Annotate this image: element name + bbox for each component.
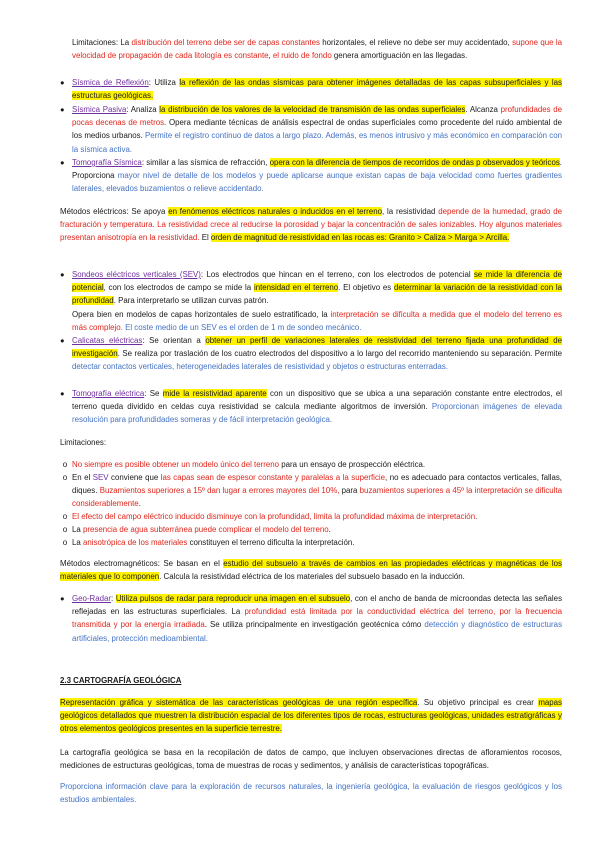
limitation-item: La anisotrópica de los materiales constituyen el terreno dificulta la interpretación.	[72, 538, 355, 547]
circle-bullet-icon: o	[62, 473, 68, 482]
list-item-calicatas: Calicatas eléctricas: Se orientan a obtener un perfil de variaciones laterales de resistividad del terreno fijada una profundidad de investigación. Se realiza por traslación de los cuatro electrodos del dispositivo a lo largo del recorrido manteniendo su separación. Permite detectar contactos verticales, heterogeneidades laterales de resistividad y objetos o estructuras enterradas.	[72, 336, 562, 372]
bullet-icon: ●	[60, 270, 65, 279]
bullet-icon: ●	[60, 594, 65, 603]
limitation-item: En el SEV conviene que las capas sean de espesor constante y paralelas a la superficie, no es adecuado para contactos verticales, fallas, diques. Buzamientos superiores a 15º dan lugar a errores mayores del 10%, para buzamientos superiores a 45º la interpretación se dificulta considerablemente.	[72, 473, 563, 509]
list-item-pasiva: Sísmica Pasiva: Analiza la distribución de los valores de la velocidad de transmisión de las ondas superficiales. Alcanza profundidades de pocas decenas de metros. Opera mediante técnicas de análisis espectral de ondas superficiales como procedente del ruido ambiental de los medios urbanos. Permite el registro continuo de datos a largo plazo. Además, es menos intrusivo y más económico en comparación con la sísmica activa.	[72, 105, 563, 154]
electric-methods-paragraph: Métodos eléctricos: Se apoya en fenómenos eléctricos naturales o inducidos en el terreno, la resistividad depende de la humedad, grado de fracturación y temperatura. La resistividad crece al reducirse la porosidad y bajar la concentración de sales ionizables. Hoy algunos materiales presentan anisotropía en la resistividad. El orden de magnitud de resistividad en las rocas es: Granito > Caliza > Marga > Arcilla.	[60, 207, 562, 243]
bullet-icon: ●	[60, 389, 65, 398]
limitation-item: El efecto del campo eléctrico inducido disminuye con la profundidad, limita la profundidad máxima de interpretación.	[72, 512, 478, 521]
section-heading: 2.3 CARTOGRAFÍA GEOLÓGICA	[60, 676, 182, 685]
limitations-heading: Limitaciones:	[60, 438, 107, 447]
list-item-reflexion: Sísmica de Reflexión: Utiliza la reflexión de las ondas sísmicas para obtener imágenes detalladas de las capas subsuperficiales y las estructuras geológicas.	[72, 78, 562, 101]
list-item-tomografia-electrica: Tomografía eléctrica: Se mide la resistividad aparente con un dispositivo que se ubica a una separación constante entre electrodos, el terreno queda dividido en celdas cuya resistividad se calcula mediante algoritmos de inversión. Proporcionan imágenes de elevada resolución para profundidades someras y de fácil interpretación geológica.	[72, 389, 562, 425]
list-item-sev: Sondeos eléctricos verticales (SEV): Los electrodos que hincan en el terreno, con los electrodos de potencial se mide la diferencia de potencial, con los electrodos de campo se mide la intensidad en el terreno. El objetivo es determinar la variación de la resistividad con la profundidad. Para interpretarlo se utilizan curvas patrón. Opera bien en modelos de capas horizontales de suelo estratificado, la interpretación se dificulta a medida que el modelo del terreno es más complejo. El coste medio de un SEV es el orden de 1 m de sondeo mecánico.	[72, 270, 562, 332]
electromagnetic-methods-paragraph: Métodos electromagnéticos: Se basan en el estudio del subsuelo a través de cambios en las propiedades eléctricas y magnéticas de los materiales que lo componen. Calcula la resistividad eléctrica de los materiales del subsuelo basado en la inducción.	[60, 559, 562, 582]
section-paragraph: La cartografía geológica se basa en la recopilación de datos de campo, que incluyen observaciones directas de afloramientos rocosos, mediciones de estructuras geológicas, toma de muestras de rocas y sedimentos, y análisis de características topográficas.	[60, 748, 562, 771]
circle-bullet-icon: o	[62, 538, 68, 547]
circle-bullet-icon: o	[62, 525, 68, 534]
limitation-item: No siempre es posible obtener un modelo único del terreno para un ensayo de prospección eléctrica.	[72, 460, 426, 469]
circle-bullet-icon: o	[62, 512, 68, 521]
limitation-item: La presencia de agua subterránea puede complicar el modelo del terreno.	[72, 525, 331, 534]
section-paragraph: Representación gráfica y sistemática de las características geológicas de una región específica. Su objetivo principal es crear mapas geológicos detallados que muestren la distribución espacial de los diferentes tipos de rocas, estructuras geológicas, unidades estratigráficas y otros elementos geológicos presentes en la superficie terrestre.	[60, 698, 562, 734]
limitations-paragraph: Limitaciones: La distribución del terreno debe ser de capas constantes horizontales, el relieve no debe ser muy accidentado, supone que la velocidad de propagación de cada litología es constante, el ruido de fondo genera amortiguación en las llegadas.	[72, 38, 562, 61]
bullet-icon: ●	[60, 336, 65, 345]
bullet-icon: ●	[60, 158, 65, 167]
section-paragraph: Proporciona información clave para la exploración de recursos naturales, la ingeniería geológica, la evaluación de riesgos geológicos y los estudios ambientales.	[60, 782, 562, 805]
bullet-icon: ●	[60, 78, 65, 87]
list-item-georadar: Geo-Radar: Utiliza pulsos de radar para reproducir una imagen en el subsuelo, con el ancho de banda de microondas detecta las señales reflejadas en las estructuras superficiales. La profundidad está limitada por la conductividad eléctrica del terreno, por la frecuencia transmitida y por la energía irradiada. Se utiliza principalmente en investigación geotécnica cómo detección y diagnóstico de estructuras artificiales, protección medioambiental.	[72, 594, 563, 643]
bullet-icon: ●	[60, 105, 65, 114]
circle-bullet-icon: o	[62, 460, 68, 469]
list-item-tomografia-sismica: Tomografía Sísmica: similar a las sísmica de refracción, opera con la diferencia de tiempos de recorridos de ondas p observados y teóricos. Proporciona mayor nivel de detalle de los modelos y puede aplicarse aunque existan capas de baja velocidad como fuertes gradientes laterales, elevados buzamientos o relieve accidentado.	[72, 158, 562, 194]
